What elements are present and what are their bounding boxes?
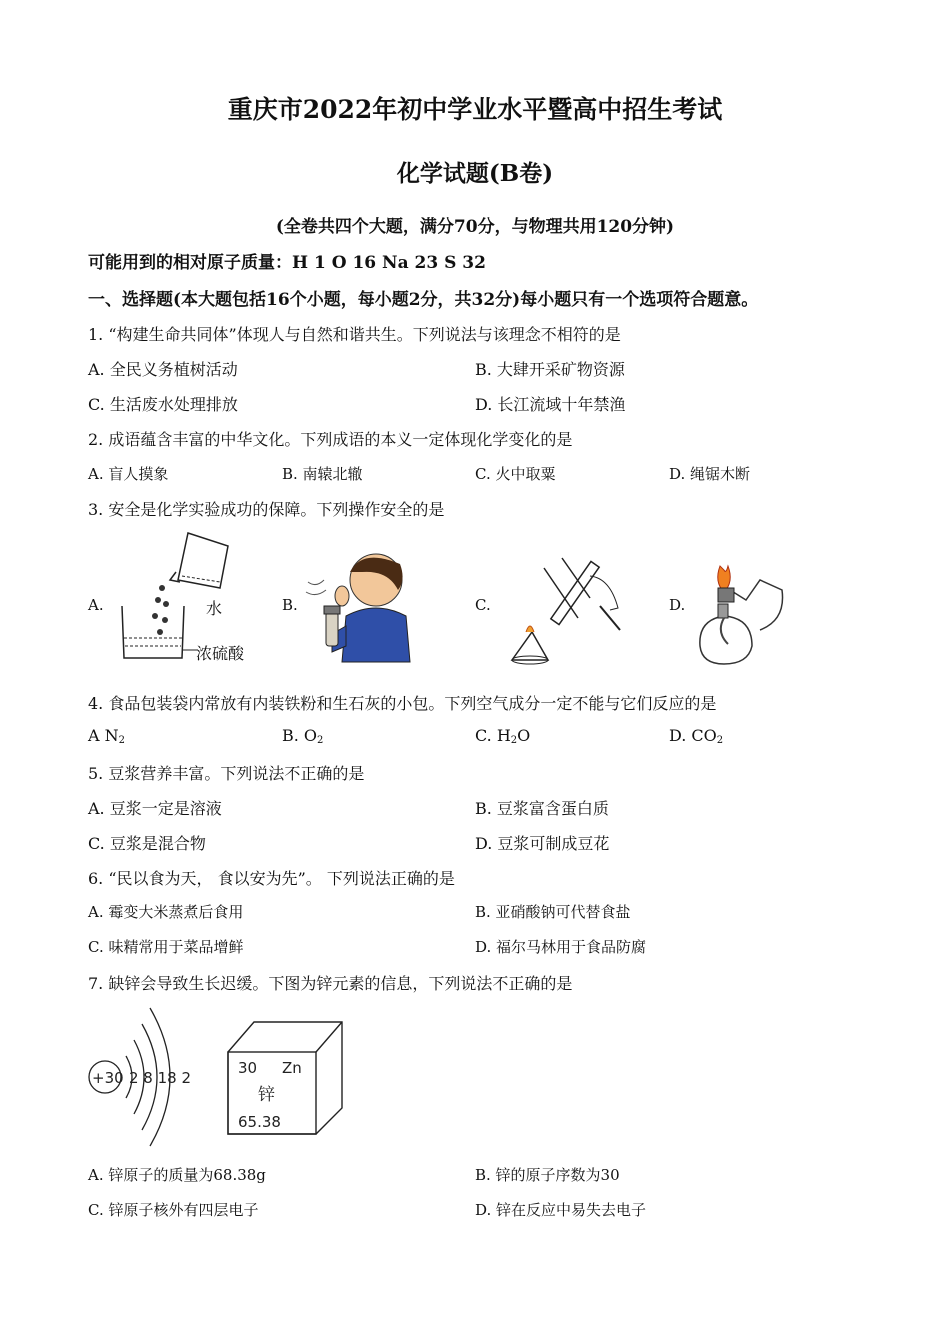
question-7-stem: 7. 缺锌会导致生长迟缓。下图为锌元素的信息，下列说法不正确的是 bbox=[88, 974, 573, 993]
figure-heating-test-tube bbox=[500, 548, 630, 670]
page-subtitle: 化学试题(B卷) bbox=[396, 160, 554, 187]
question-7-option-b[interactable]: B. 锌的原子序数为30 bbox=[475, 1166, 620, 1184]
question-1-option-d[interactable]: D. 长江流域十年禁渔 bbox=[475, 395, 626, 414]
question-7-option-c[interactable]: C. 锌原子核外有四层电子 bbox=[88, 1201, 259, 1219]
atomic-mass: 65.38 bbox=[238, 1113, 281, 1131]
question-6-option-c[interactable]: C. 味精常用于菜品增鲜 bbox=[88, 938, 244, 956]
question-2-option-d[interactable]: D. 绳锯木断 bbox=[669, 465, 751, 483]
question-3-option-c[interactable]: C. bbox=[475, 596, 491, 614]
figure-zinc-atom-structure bbox=[86, 1004, 196, 1149]
question-6-option-b[interactable]: B. 亚硝酸钠可代替食盐 bbox=[475, 903, 631, 921]
question-1-option-c[interactable]: C. 生活废水处理排放 bbox=[88, 395, 238, 414]
section-heading: 一、选择题(本大题包括16个小题，每小题2分，共32分)每小题只有一个选项符合题意。 bbox=[88, 290, 759, 310]
question-1-option-a[interactable]: A. 全民义务植树活动 bbox=[88, 360, 238, 379]
electron-shells: 2 8 18 2 bbox=[129, 1069, 192, 1087]
question-5-option-c[interactable]: C. 豆浆是混合物 bbox=[88, 834, 206, 853]
question-2-option-b[interactable]: B. 南辕北辙 bbox=[282, 465, 363, 483]
question-1-stem: 1. “构建生命共同体”体现人与自然和谐共生。下列说法与该理念不相符的是 bbox=[88, 325, 621, 344]
question-3-stem: 3. 安全是化学实验成功的保障。下列操作安全的是 bbox=[88, 500, 445, 519]
question-3-option-b[interactable]: B. bbox=[282, 596, 298, 614]
question-4-option-c[interactable]: C. $H_2O$ bbox=[475, 726, 531, 746]
element-name: 锌 bbox=[258, 1085, 275, 1105]
question-4-stem: 4. 食品包装袋内常放有内装铁粉和生石灰的小包。下列空气成分一定不能与它们反应的是 bbox=[88, 694, 717, 713]
question-6-option-a[interactable]: A. 霉变大米蒸煮后食用 bbox=[88, 903, 244, 921]
question-4-option-d[interactable]: D. $CO_2$ bbox=[669, 726, 724, 746]
question-5-option-d[interactable]: D. 豆浆可制成豆花 bbox=[475, 834, 610, 853]
atomic-masses: 可能用到的相对原子质量：H 1 O 16 Na 23 S 32 bbox=[88, 253, 486, 273]
question-7-option-d[interactable]: D. 锌在反应中易失去电子 bbox=[475, 1201, 647, 1219]
question-1-option-b[interactable]: B. 大肆开采矿物资源 bbox=[475, 360, 625, 379]
page-title: 重庆市2022年初中学业水平暨高中招生考试 bbox=[227, 95, 723, 124]
nucleus-charge: +30 bbox=[92, 1069, 124, 1087]
atomic-number: 30 bbox=[238, 1059, 258, 1077]
question-6-option-d[interactable]: D. 福尔马林用于食品防腐 bbox=[475, 938, 647, 956]
figure-smelling-chemical bbox=[302, 550, 417, 665]
exam-note: (全卷共四个大题，满分70分，与物理共用120分钟) bbox=[275, 217, 675, 237]
question-7-option-a[interactable]: A. 锌原子的质量为68.38g bbox=[88, 1166, 266, 1184]
label-water: 水 bbox=[206, 599, 223, 618]
question-2-option-a[interactable]: A. 盲人摸象 bbox=[88, 465, 169, 483]
figure-alcohol-lamps bbox=[690, 560, 790, 670]
figure-acid-dilution bbox=[110, 528, 260, 668]
question-5-option-a[interactable]: A. 豆浆一定是溶液 bbox=[88, 799, 222, 818]
question-5-stem: 5. 豆浆营养丰富。下列说法不正确的是 bbox=[88, 764, 365, 783]
question-6-stem: 6. “民以食为天， 食以安为先”。 下列说法正确的是 bbox=[88, 869, 455, 888]
question-5-option-b[interactable]: B. 豆浆富含蛋白质 bbox=[475, 799, 609, 818]
question-4-option-b[interactable]: B. $O_2$ bbox=[282, 726, 324, 746]
question-2-stem: 2. 成语蕴含丰富的中华文化。下列成语的本义一定体现化学变化的是 bbox=[88, 430, 573, 449]
question-2-option-c[interactable]: C. 火中取粟 bbox=[475, 465, 556, 483]
label-concentrated-acid: 浓硫酸 bbox=[196, 644, 245, 663]
question-3-option-d[interactable]: D. bbox=[669, 596, 686, 614]
question-4-option-a[interactable]: A $N_2$ bbox=[88, 726, 126, 746]
question-3-option-a[interactable]: A. bbox=[88, 596, 104, 614]
element-symbol: Zn bbox=[282, 1059, 302, 1077]
figure-zinc-element-card bbox=[224, 1018, 348, 1140]
